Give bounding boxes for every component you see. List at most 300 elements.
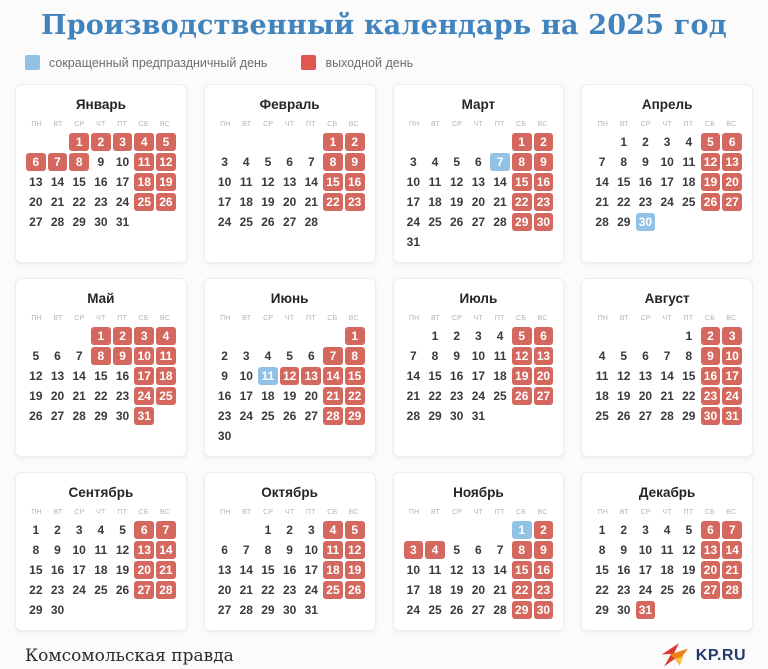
day-cell: 20 xyxy=(471,583,486,597)
weekday-label: ЧТ xyxy=(284,315,295,322)
day-cell: 6 xyxy=(722,133,742,151)
day-cell: 21 xyxy=(722,561,742,579)
weekday-label: ПН xyxy=(220,121,231,128)
weekday-header-row xyxy=(592,509,742,516)
month-card xyxy=(204,472,376,631)
day-cell: 16 xyxy=(617,563,631,577)
day-cell: 27 xyxy=(304,409,318,423)
day-cell: 19 xyxy=(682,563,696,577)
day-cell: 12 xyxy=(29,369,43,383)
weekday-label: ПТ xyxy=(494,315,505,322)
day-cell: 30 xyxy=(282,603,297,617)
month-card xyxy=(393,84,565,263)
weekday-label: ВТ xyxy=(53,509,63,516)
day-cell: 3 xyxy=(404,541,424,559)
day-cell: 9 xyxy=(221,369,228,383)
day-cell: 22 xyxy=(323,193,343,211)
day-cell: 10 xyxy=(239,369,253,383)
weekday-label: СБ xyxy=(138,315,149,322)
day-cell: 15 xyxy=(323,173,343,191)
weekday-label: СБ xyxy=(516,315,527,322)
day-cell: 27 xyxy=(701,581,721,599)
day-cell: 7 xyxy=(722,521,742,539)
day-cell: 23 xyxy=(638,195,653,209)
day-cell: 18 xyxy=(428,583,442,597)
weekday-label: СБ xyxy=(138,121,149,128)
kp-bird-icon xyxy=(661,643,691,669)
day-cell: 1 xyxy=(598,523,606,537)
day-grid xyxy=(215,327,365,445)
day-cell: 3 xyxy=(307,523,315,537)
page-title: Производственный календарь на 2025 год xyxy=(41,10,727,41)
day-cell: 25 xyxy=(660,583,674,597)
legend-item-dayoff xyxy=(301,55,413,70)
day-cell: 13 xyxy=(282,175,297,189)
weekday-label: ВТ xyxy=(619,315,629,322)
day-cell: 25 xyxy=(134,193,154,211)
day-cell: 5 xyxy=(453,155,461,169)
day-cell: 23 xyxy=(345,193,365,211)
day-cell: 13 xyxy=(50,369,65,383)
day-cell: 28 xyxy=(304,215,318,229)
day-cell: 1 xyxy=(264,523,272,537)
day-cell: 1 xyxy=(345,327,365,345)
day-cell: 23 xyxy=(701,387,721,405)
day-cell: 11 xyxy=(682,155,696,169)
day-cell: 16 xyxy=(450,369,464,383)
month-card xyxy=(15,84,187,263)
day-cell: 19 xyxy=(115,563,130,577)
weekday-label: ПН xyxy=(408,121,420,128)
day-cell: 10 xyxy=(471,349,486,363)
weekday-label: ВТ xyxy=(431,509,441,516)
month-title: Ноябрь xyxy=(453,485,504,500)
day-cell: 13 xyxy=(217,563,232,577)
day-cell: 1 xyxy=(32,523,40,537)
day-cell: 13 xyxy=(471,563,486,577)
weekday-label: СР xyxy=(640,509,651,516)
month-title: Март xyxy=(461,97,496,112)
day-cell: 19 xyxy=(450,583,464,597)
day-cell: 20 xyxy=(29,195,43,209)
day-cell: 18 xyxy=(428,195,442,209)
month-card xyxy=(393,278,565,457)
month-title: Июнь xyxy=(270,291,309,306)
weekday-label: ВТ xyxy=(431,121,441,128)
day-cell: 18 xyxy=(239,195,253,209)
day-cell: 10 xyxy=(134,347,154,365)
day-cell: 11 xyxy=(595,369,609,383)
day-cell: 31 xyxy=(471,409,486,423)
weekday-label: ВС xyxy=(348,315,359,322)
day-cell: 6 xyxy=(475,155,482,169)
day-cell: 30 xyxy=(217,429,232,443)
day-cell: 19 xyxy=(701,173,721,191)
day-cell: 18 xyxy=(660,563,674,577)
day-cell: 17 xyxy=(304,563,318,577)
weekday-label: ПТ xyxy=(683,121,694,128)
weekday-label: ПТ xyxy=(683,315,694,322)
day-cell: 19 xyxy=(261,195,275,209)
day-cell: 25 xyxy=(94,583,108,597)
month-title: Июль xyxy=(459,291,498,306)
day-grid xyxy=(26,133,176,231)
day-cell: 16 xyxy=(94,175,108,189)
day-cell: 27 xyxy=(471,603,486,617)
day-cell: 17 xyxy=(72,563,86,577)
day-cell: 6 xyxy=(221,543,228,557)
weekday-label: ПН xyxy=(408,509,420,516)
day-cell: 24 xyxy=(406,603,421,617)
day-cell: 6 xyxy=(475,543,482,557)
weekday-header-row xyxy=(215,509,365,516)
day-cell: 8 xyxy=(620,155,628,169)
day-cell: 6 xyxy=(26,153,46,171)
weekday-label: СР xyxy=(640,121,651,128)
source-attribution: Комсомольская правда xyxy=(25,646,234,666)
day-cell: 15 xyxy=(428,369,442,383)
weekday-label: ЧТ xyxy=(96,121,106,128)
day-cell: 23 xyxy=(217,409,232,423)
day-cell: 22 xyxy=(682,389,696,403)
day-cell: 2 xyxy=(221,349,228,363)
month-title: Декабрь xyxy=(638,485,696,500)
day-cell: 25 xyxy=(428,215,442,229)
weekday-label: ЧТ xyxy=(96,315,106,322)
weekday-label: ПТ xyxy=(306,121,316,128)
day-cell: 25 xyxy=(156,387,176,405)
day-cell: 30 xyxy=(534,213,554,231)
weekday-label: ЧТ xyxy=(96,509,106,516)
weekday-label: СР xyxy=(74,509,85,516)
day-cell: 1 xyxy=(69,133,89,151)
weekday-header-row xyxy=(404,509,554,516)
day-cell: 8 xyxy=(598,543,606,557)
day-cell: 5 xyxy=(264,155,272,169)
weekday-label: ПН xyxy=(597,315,609,322)
day-cell: 11 xyxy=(323,541,343,559)
day-cell: 6 xyxy=(134,521,154,539)
day-cell: 28 xyxy=(406,409,421,423)
weekday-label: ВС xyxy=(159,121,171,128)
day-cell: 11 xyxy=(134,153,154,171)
month-card xyxy=(204,278,376,457)
day-cell: 20 xyxy=(471,195,486,209)
day-cell: 18 xyxy=(323,561,343,579)
day-cell: 19 xyxy=(345,561,365,579)
day-grid xyxy=(215,133,365,231)
weekday-label: ПН xyxy=(31,121,43,128)
month-title: Август xyxy=(644,291,690,306)
day-cell: 31 xyxy=(722,407,742,425)
day-cell: 3 xyxy=(663,135,671,149)
day-cell: 3 xyxy=(642,523,649,537)
day-cell: 17 xyxy=(406,583,421,597)
day-cell: 9 xyxy=(453,349,461,363)
weekday-label: ВС xyxy=(537,121,548,128)
day-cell: 7 xyxy=(242,543,250,557)
day-cell: 29 xyxy=(261,603,275,617)
day-cell: 19 xyxy=(512,367,532,385)
day-cell: 7 xyxy=(307,155,315,169)
day-cell: 26 xyxy=(682,583,696,597)
day-grid xyxy=(592,133,742,231)
day-cell: 29 xyxy=(682,409,696,423)
month-title: Сентябрь xyxy=(68,485,134,500)
day-cell: 8 xyxy=(264,543,272,557)
day-cell: 21 xyxy=(660,389,674,403)
day-cell: 27 xyxy=(29,215,43,229)
day-cell: 25 xyxy=(682,195,696,209)
day-cell: 18 xyxy=(261,389,275,403)
day-cell: 12 xyxy=(450,175,464,189)
day-cell: 24 xyxy=(72,583,86,597)
day-cell: 23 xyxy=(115,389,130,403)
day-cell: 10 xyxy=(72,543,86,557)
day-cell: 14 xyxy=(156,541,176,559)
day-cell: 2 xyxy=(620,523,628,537)
weekday-label: СБ xyxy=(327,509,338,516)
day-cell: 30 xyxy=(50,603,65,617)
day-cell: 9 xyxy=(345,153,365,171)
day-cell: 12 xyxy=(261,175,275,189)
day-cell: 22 xyxy=(512,193,532,211)
weekday-label: ПТ xyxy=(306,315,316,322)
day-cell: 2 xyxy=(54,523,61,537)
day-cell: 22 xyxy=(345,387,365,405)
day-cell: 22 xyxy=(261,583,275,597)
kp-ru-logo xyxy=(661,643,746,669)
weekday-label: ВС xyxy=(537,509,548,516)
day-cell: 26 xyxy=(345,581,365,599)
day-cell: 27 xyxy=(722,193,742,211)
day-cell: 13 xyxy=(534,347,554,365)
day-cell: 14 xyxy=(595,175,609,189)
weekday-label: ЧТ xyxy=(284,509,295,516)
day-cell: 22 xyxy=(94,389,108,403)
day-cell: 28 xyxy=(323,407,343,425)
day-cell: 18 xyxy=(156,367,176,385)
day-cell: 21 xyxy=(595,195,609,209)
day-cell: 16 xyxy=(345,173,365,191)
weekday-label: ВТ xyxy=(53,315,63,322)
weekday-label: ЧТ xyxy=(473,121,484,128)
weekday-label: ВТ xyxy=(242,509,252,516)
day-cell: 7 xyxy=(409,349,417,363)
weekday-label: ЧТ xyxy=(473,315,484,322)
weekday-label: СР xyxy=(451,315,463,322)
day-cell: 30 xyxy=(617,603,631,617)
day-cell: 17 xyxy=(471,369,486,383)
weekday-label: СР xyxy=(263,121,274,128)
weekday-label: СБ xyxy=(327,121,338,128)
day-cell: 23 xyxy=(94,195,108,209)
day-cell: 5 xyxy=(32,349,40,363)
day-cell: 10 xyxy=(638,543,653,557)
day-cell: 26 xyxy=(115,583,130,597)
day-cell: 15 xyxy=(682,369,696,383)
day-cell: 12 xyxy=(701,153,721,171)
day-cell: 28 xyxy=(493,215,507,229)
day-cell: 26 xyxy=(261,215,275,229)
day-cell: 20 xyxy=(50,389,65,403)
day-cell: 8 xyxy=(69,153,89,171)
day-cell: 23 xyxy=(534,193,554,211)
footer xyxy=(0,631,768,669)
day-cell: 5 xyxy=(620,349,628,363)
day-cell: 18 xyxy=(682,175,696,189)
day-cell: 24 xyxy=(406,215,421,229)
day-cell: 2 xyxy=(534,521,554,539)
day-cell: 4 xyxy=(431,155,439,169)
day-cell: 16 xyxy=(638,175,653,189)
day-cell: 4 xyxy=(323,521,343,539)
weekday-label: СР xyxy=(74,315,85,322)
weekday-label: СБ xyxy=(516,509,527,516)
day-cell: 7 xyxy=(490,153,510,171)
day-cell: 17 xyxy=(115,175,130,189)
day-cell: 3 xyxy=(242,349,250,363)
weekday-label: ВС xyxy=(348,121,359,128)
weekday-label: СР xyxy=(451,121,463,128)
day-cell: 24 xyxy=(638,583,653,597)
day-cell: 1 xyxy=(323,133,343,151)
day-cell: 15 xyxy=(29,563,43,577)
day-cell: 7 xyxy=(156,521,176,539)
day-cell: 14 xyxy=(493,563,507,577)
day-cell: 28 xyxy=(660,409,674,423)
day-cell: 14 xyxy=(406,369,421,383)
day-cell: 26 xyxy=(617,409,631,423)
day-cell: 31 xyxy=(406,235,421,249)
month-title: Апрель xyxy=(641,97,693,112)
day-cell: 13 xyxy=(29,175,43,189)
day-cell: 7 xyxy=(323,347,343,365)
day-cell: 15 xyxy=(345,367,365,385)
day-cell: 22 xyxy=(512,581,532,599)
day-cell: 21 xyxy=(406,389,421,403)
day-cell: 6 xyxy=(54,349,61,363)
day-cell: 8 xyxy=(323,153,343,171)
day-cell: 9 xyxy=(113,347,133,365)
day-cell: 3 xyxy=(475,329,482,343)
weekday-label: ВС xyxy=(726,121,737,128)
day-cell: 16 xyxy=(534,561,554,579)
day-cell: 22 xyxy=(428,389,442,403)
day-cell: 4 xyxy=(685,135,693,149)
day-cell: 14 xyxy=(50,175,65,189)
day-grid xyxy=(404,327,554,425)
day-cell: 15 xyxy=(512,173,532,191)
day-cell: 1 xyxy=(685,329,693,343)
day-cell: 25 xyxy=(595,409,609,423)
day-cell: 15 xyxy=(94,369,108,383)
day-cell: 9 xyxy=(54,543,61,557)
day-cell: 19 xyxy=(617,389,631,403)
day-cell: 8 xyxy=(512,541,532,559)
weekday-label: ВТ xyxy=(619,509,629,516)
day-cell: 3 xyxy=(134,327,154,345)
month-card xyxy=(15,472,187,631)
day-cell: 28 xyxy=(239,603,253,617)
day-cell: 2 xyxy=(453,329,461,343)
day-cell: 11 xyxy=(258,367,278,385)
day-cell: 11 xyxy=(239,175,253,189)
day-cell: 23 xyxy=(617,583,631,597)
day-cell: 24 xyxy=(722,387,742,405)
day-cell: 17 xyxy=(239,389,253,403)
weekday-label: ВС xyxy=(348,509,359,516)
day-cell: 10 xyxy=(722,347,742,365)
day-cell: 31 xyxy=(134,407,154,425)
day-cell: 5 xyxy=(512,327,532,345)
day-cell: 29 xyxy=(617,215,631,229)
day-cell: 24 xyxy=(304,583,318,597)
legend xyxy=(0,55,768,70)
month-title: Май xyxy=(87,291,115,306)
weekday-header-row xyxy=(592,315,742,322)
day-cell: 3 xyxy=(409,155,417,169)
weekday-label: ПН xyxy=(408,315,420,322)
weekday-label: ВС xyxy=(159,509,171,516)
day-cell: 13 xyxy=(722,153,742,171)
day-cell: 30 xyxy=(636,213,656,231)
month-title: Февраль xyxy=(259,97,320,112)
day-cell: 30 xyxy=(450,409,464,423)
day-grid xyxy=(592,521,742,619)
day-cell: 5 xyxy=(286,349,293,363)
day-cell: 4 xyxy=(242,155,250,169)
day-grid xyxy=(26,327,176,425)
day-cell: 15 xyxy=(595,563,609,577)
weekday-label: ВС xyxy=(726,315,737,322)
weekday-label: СБ xyxy=(138,509,149,516)
weekday-label: ПН xyxy=(220,509,231,516)
day-cell: 14 xyxy=(660,369,674,383)
day-cell: 11 xyxy=(94,543,108,557)
day-cell: 7 xyxy=(75,349,83,363)
day-cell: 15 xyxy=(72,175,86,189)
day-cell: 13 xyxy=(638,369,653,383)
day-cell: 5 xyxy=(701,133,721,151)
day-grid xyxy=(592,327,742,425)
weekday-label: ВТ xyxy=(431,315,441,322)
day-cell: 11 xyxy=(660,543,674,557)
month-title: Октябрь xyxy=(261,485,318,500)
day-cell: 20 xyxy=(701,561,721,579)
weekday-label: СР xyxy=(263,315,274,322)
day-cell: 13 xyxy=(134,541,154,559)
day-cell: 27 xyxy=(50,409,65,423)
day-cell: 26 xyxy=(701,193,721,211)
weekday-label: ВТ xyxy=(53,121,63,128)
weekday-label: ВТ xyxy=(242,315,252,322)
day-cell: 21 xyxy=(156,561,176,579)
day-grid xyxy=(215,521,365,619)
day-cell: 9 xyxy=(286,543,293,557)
day-cell: 5 xyxy=(453,543,461,557)
day-cell: 16 xyxy=(701,367,721,385)
day-cell: 14 xyxy=(239,563,253,577)
day-cell: 29 xyxy=(94,409,108,423)
day-cell: 18 xyxy=(493,369,507,383)
weekday-header-row xyxy=(215,121,365,128)
month-title: Январь xyxy=(75,97,126,112)
day-cell: 30 xyxy=(115,409,130,423)
day-grid xyxy=(404,521,554,619)
day-cell: 22 xyxy=(29,583,43,597)
day-cell: 19 xyxy=(282,389,297,403)
